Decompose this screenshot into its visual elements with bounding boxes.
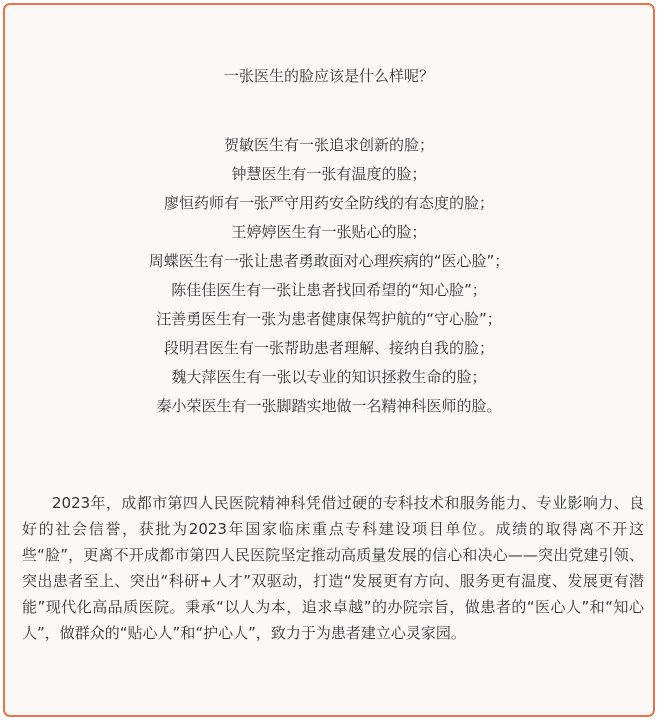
doctor-line: 汪善勇医生有一张为患者健康保驾护航的“守心脸”；	[156, 310, 502, 328]
doctor-line: 钟慧医生有一张有温度的脸；	[231, 165, 427, 183]
doctor-line: 贺敏医生有一张追求创新的脸；	[223, 136, 434, 154]
doctor-line: 段明君医生有一张帮助患者理解、接纳自我的脸；	[163, 339, 494, 357]
summary-paragraph: 2023年，成都市第四人民医院精神科凭借过硬的专科技术和服务能力、专业影响力、良好的社会信誉，获批为2023年国家临床重点专科建设项目单位。成绩的取得离不开这些“脸”，更离不开成都市第四人民医院坚定推动高质量发展的信心和决心——突出党建引领、突出患者至上、突出“科研+人才”双驱动，打造“发展更有方向、服务更有温度、发展更有潜能”现代化高品质医院。秉承“以人为本，追求卓越”的办院宗旨，做患者的“医心人”和“知心人”，做群众的“贴心人”和“护心人”，致力于为患者建立心灵家园。	[22, 494, 644, 642]
doctor-line: 廖恒药师有一张严守用药安全防线的有态度的脸；	[163, 194, 494, 212]
doctor-line: 陈佳佳医生有一张让患者找回希望的“知心脸”；	[171, 281, 487, 299]
doctor-line: 秦小荣医生有一张脚踏实地做一名精神科医师的脸。	[156, 397, 502, 415]
doctor-lines-list	[5, 131, 653, 421]
article-card	[3, 3, 655, 717]
doctor-line: 周蝶医生有一张让患者勇敢面对心理疾病的“医心脸”；	[148, 252, 510, 270]
doctor-line: 魏大萍医生有一张以专业的知识拯救生命的脸；	[171, 368, 487, 386]
article-question: 一张医生的脸应该是什么样呢？	[223, 67, 434, 85]
doctor-line: 王婷婷医生有一张贴心的脸；	[231, 223, 427, 241]
